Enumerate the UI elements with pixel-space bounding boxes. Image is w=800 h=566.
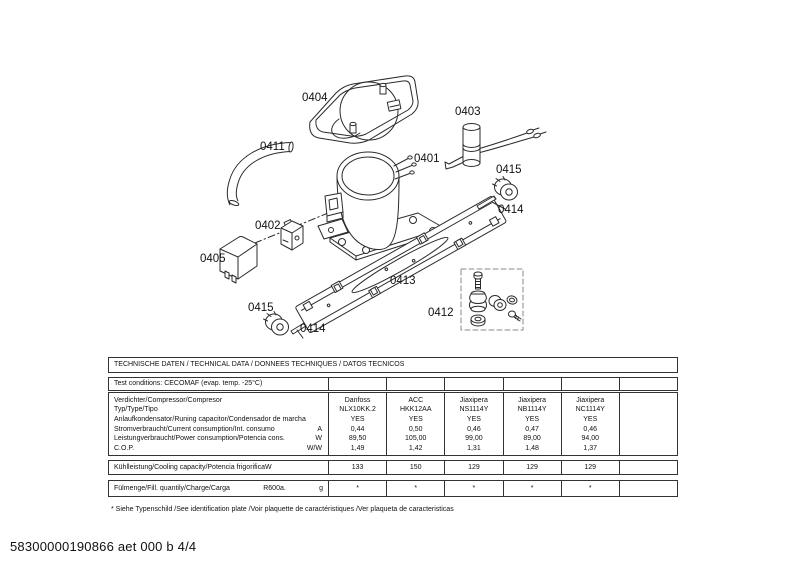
- cooling-value: 129: [444, 461, 502, 474]
- cooling-value: 129: [561, 461, 619, 474]
- column-jiaxipera-nb1114y: Jiaxipera NB1114Y YES 0,47 89,00 1,48: [503, 393, 561, 455]
- charge-value: *: [444, 481, 502, 496]
- empty-cell: [328, 378, 386, 390]
- part-label-0405: 0405: [200, 253, 226, 265]
- test-conditions-row: [108, 377, 678, 391]
- part-0403-capacitor: [445, 124, 546, 170]
- part-0415-grommet-right: [493, 177, 518, 201]
- part-label-0415-right: 0415: [496, 164, 522, 176]
- column-jiaxipera-nc1114y: Jiaxipera NC1114Y YES 0,46 94,00 1,37: [561, 393, 619, 455]
- row-labels-column: [109, 393, 328, 455]
- row-label: Leistungverbraucht/Power consumption/Potencia cons. W: [114, 435, 322, 443]
- test-conditions-text: Test conditions: CECOMAF (evap. temp. -25°C): [114, 380, 263, 387]
- part-label-0413: 0413: [390, 275, 416, 287]
- part-label-0402: 0402: [255, 220, 281, 232]
- part-0402-relay: [281, 220, 303, 250]
- table-title-block: [108, 357, 678, 373]
- cooling-value: [619, 461, 677, 474]
- refrigerant-type: R600a.: [263, 485, 286, 492]
- row-label: Stromverbraucht/Current consumption/Int. consumo A: [114, 425, 322, 433]
- part-0404-drip-tray: [310, 76, 418, 143]
- charge-value: *: [503, 481, 561, 496]
- column-danfoss: Danfoss NLX10KK.2 YES 0,44 89,50 1,49: [328, 393, 386, 455]
- empty-cell: [561, 378, 619, 390]
- part-label-0404: 0404: [302, 92, 328, 104]
- empty-cell: [386, 378, 444, 390]
- part-label-0401: 0401: [414, 153, 440, 165]
- cooling-value: 133: [328, 461, 386, 474]
- cooling-capacity-row: [108, 460, 678, 475]
- column-jiaxipera-ns1114y: Jiaxipera NS1114Y YES 0,46 99,00 1,31: [444, 393, 502, 455]
- cooling-capacity-label: Kühlleistung/Cooling capacity/Potencia frigorifica W: [114, 464, 272, 471]
- empty-cell: [503, 378, 561, 390]
- charge-value: *: [328, 481, 386, 496]
- charge-row: [108, 480, 678, 497]
- column-acc: ACC HKK12AA YES 0,50 105,00 1,42: [386, 393, 444, 455]
- charge-value: *: [561, 481, 619, 496]
- cooling-value: 129: [503, 461, 561, 474]
- part-label-0414-right: 0414: [498, 204, 524, 216]
- compressor-data-block: [108, 392, 678, 456]
- table-title: TECHNISCHE DATEN / TECHNICAL DATA / DONNEES TECHNIQUES / DATOS TECNICOS: [114, 361, 405, 368]
- charge-value: [619, 481, 677, 496]
- document-code: 58300000190866 aet 000 b 4/4: [10, 539, 197, 554]
- row-label: Verdichter/Compressor/Compresor: [114, 396, 223, 404]
- part-0412-hardware-set: [461, 269, 523, 330]
- footnote: * Siehe Typenschild /See identification plate /Voir plaquette de caractéristiques /Ver plaqueta de caracteristicas: [111, 506, 454, 513]
- column-empty: [619, 393, 677, 455]
- row-label: C.O.P. W/W: [114, 444, 322, 452]
- part-label-0411: 0411: [260, 141, 285, 153]
- empty-cell: [619, 378, 677, 390]
- part-label-0412: 0412: [428, 307, 454, 319]
- row-label: Typ/Type/Tipo: [114, 406, 158, 414]
- part-0413-rail: [295, 195, 507, 333]
- part-label-0403: 0403: [455, 106, 481, 118]
- empty-cell: [444, 378, 502, 390]
- charge-value: *: [386, 481, 444, 496]
- cooling-value: 150: [386, 461, 444, 474]
- part-label-0414-left: 0414: [300, 323, 326, 335]
- row-label: Anlaufkondensator/Runing capacitor/Condensador de marcha: [114, 415, 306, 423]
- charge-label: Fülmenge/Fill. quantily/Charge/Carga R600a. g: [109, 481, 328, 496]
- part-0415-grommet-left: [264, 312, 289, 336]
- part-label-0415-left: 0415: [248, 302, 274, 314]
